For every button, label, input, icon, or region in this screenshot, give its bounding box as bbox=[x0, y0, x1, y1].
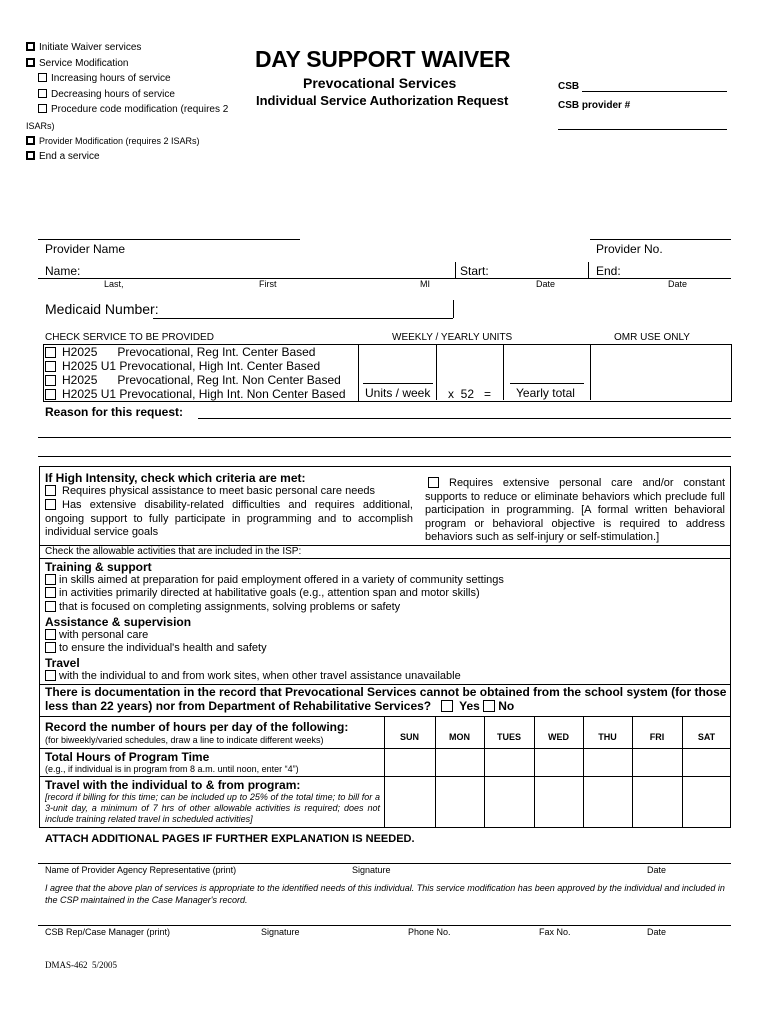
end-service-checkbox[interactable] bbox=[26, 151, 35, 160]
provider-rep-signature-line[interactable] bbox=[38, 863, 731, 864]
date-label-2: Date bbox=[647, 927, 667, 937]
csb-rep-label: CSB Rep/Case Manager (print) bbox=[45, 927, 171, 937]
end-date-sublabel: Date bbox=[668, 279, 688, 289]
criteria-1-checkbox[interactable] bbox=[45, 485, 56, 496]
service-option-2[interactable]: H2025 U1 Prevocational, High Int. Center Based bbox=[45, 359, 320, 373]
option-increasing: Increasing hours of service bbox=[38, 73, 171, 84]
fax-label: Fax No. bbox=[539, 927, 571, 937]
phone-label: Phone No. bbox=[408, 927, 451, 937]
travel-1-checkbox[interactable] bbox=[45, 670, 56, 681]
yearly-total-label: Yearly total bbox=[516, 386, 575, 400]
assist-item-2[interactable]: to ensure the individual's health and safety bbox=[45, 642, 267, 654]
form-subtitle-1: Prevocational Services bbox=[303, 75, 457, 91]
training-item-3[interactable]: that is focused on completing assignments, solving problems or safety bbox=[45, 601, 400, 613]
allowable-activities-label: Check the allowable activities that are included in the ISP: bbox=[45, 546, 302, 557]
day-header-fri: FRI bbox=[649, 732, 665, 742]
total-hours-note: (e.g., if individual is in program from 8 a.m. until noon, enter “4”) bbox=[45, 764, 299, 774]
provider-name-label: Provider Name bbox=[45, 242, 126, 256]
provider-no-label: Provider No. bbox=[596, 242, 663, 256]
service-option-3[interactable]: H2025 Prevocational, Reg Int. Non Center Based bbox=[45, 373, 341, 387]
assist-item-1[interactable]: with personal care bbox=[45, 629, 148, 641]
start-date-sublabel: Date bbox=[536, 279, 556, 289]
day-header-sat: SAT bbox=[697, 732, 716, 742]
medicaid-field[interactable] bbox=[153, 318, 453, 319]
travel-hours-note: [record if billing for this time; can be included up to 25% of the total time; to bill for a 3-unit day, a minimum of 7 hrs of other allowable activities is required; does not include training related travel in scheduled activities] bbox=[45, 792, 380, 824]
option-service-modification: Service Modification bbox=[26, 58, 128, 69]
criteria-1[interactable]: Requires physical assistance to meet basic personal care needs bbox=[45, 485, 410, 497]
high-intensity-title: If High Intensity, check which criteria are met: bbox=[45, 471, 306, 485]
total-hours-title: Total Hours of Program Time bbox=[45, 750, 210, 764]
travel-title: Travel bbox=[45, 656, 80, 670]
provider-rep-name-label: Name of Provider Agency Representative (print) bbox=[45, 865, 237, 875]
reason-field-3[interactable] bbox=[38, 456, 731, 457]
provider-no-field[interactable] bbox=[590, 239, 731, 240]
day-header-tues: TUES bbox=[496, 732, 521, 742]
reason-field-1[interactable] bbox=[198, 418, 731, 419]
initiate-checkbox[interactable] bbox=[26, 42, 35, 51]
increasing-checkbox[interactable] bbox=[38, 73, 47, 82]
procedure-checkbox[interactable] bbox=[38, 104, 47, 113]
service-1-checkbox[interactable] bbox=[45, 347, 56, 358]
form-id: DMAS-462 5/2005 bbox=[45, 960, 118, 970]
option-procedure-cont: ISARs) bbox=[26, 121, 55, 131]
service-4-checkbox[interactable] bbox=[45, 389, 56, 400]
provider-mod-checkbox[interactable] bbox=[26, 136, 35, 145]
reason-field-2[interactable] bbox=[38, 437, 731, 438]
training-item-2[interactable]: in activities primarily directed at habilitative goals (e.g., attention span and motor skills) bbox=[45, 587, 480, 599]
end-label: End: bbox=[596, 264, 621, 278]
decreasing-checkbox[interactable] bbox=[38, 89, 47, 98]
day-header-mon: MON bbox=[449, 732, 470, 742]
service-2-checkbox[interactable] bbox=[45, 361, 56, 372]
criteria-3-checkbox[interactable] bbox=[428, 477, 439, 488]
option-initiate: Initiate Waiver services bbox=[26, 42, 141, 53]
signature-label-1: Signature bbox=[352, 865, 391, 875]
csb-provider-field[interactable] bbox=[558, 129, 727, 130]
mi-sublabel: MI bbox=[420, 279, 430, 289]
date-label-1: Date bbox=[647, 865, 667, 875]
travel-hours-title: Travel with the individual to & from program: bbox=[45, 778, 301, 792]
service-mod-checkbox[interactable] bbox=[26, 58, 35, 67]
record-hours-title: Record the number of hours per day of the following: bbox=[45, 720, 349, 734]
training-2-checkbox[interactable] bbox=[45, 587, 56, 598]
documentation-yes-checkbox[interactable] bbox=[441, 700, 453, 712]
training-1-checkbox[interactable] bbox=[45, 574, 56, 585]
day-header-thu: THU bbox=[598, 732, 617, 742]
assist-2-checkbox[interactable] bbox=[45, 642, 56, 653]
service-3-checkbox[interactable] bbox=[45, 375, 56, 386]
name-dates-field-line[interactable] bbox=[38, 278, 731, 279]
medicaid-label: Medicaid Number: bbox=[45, 301, 159, 317]
day-header-sun: SUN bbox=[399, 732, 419, 742]
first-sublabel: First bbox=[259, 279, 277, 289]
training-support-title: Training & support bbox=[45, 560, 152, 574]
units-week-field[interactable] bbox=[363, 383, 433, 384]
form-title: DAY SUPPORT WAIVER bbox=[255, 46, 511, 72]
yearly-total-field[interactable] bbox=[510, 383, 584, 384]
csb-field[interactable] bbox=[582, 91, 727, 92]
last-sublabel: Last, bbox=[104, 279, 124, 289]
name-label: Name: bbox=[45, 264, 81, 278]
assist-1-checkbox[interactable] bbox=[45, 629, 56, 640]
weekly-yearly-units-label: WEEKLY / YEARLY UNITS bbox=[392, 332, 513, 343]
service-option-1[interactable]: H2025 Prevocational, Reg Int. Center Based bbox=[45, 345, 315, 359]
csb-provider-label: CSB provider # bbox=[558, 100, 631, 111]
agreement-statement: I agree that the above plan of services is appropriate to the identified needs of this individual. This service modification has been approved by the individual and included in the CSP maintained in the Case Manager's record. bbox=[45, 883, 725, 905]
record-hours-note: (for biweekly/varied schedules, draw a line to indicate different weeks) bbox=[45, 735, 324, 745]
reason-label: Reason for this request: bbox=[45, 405, 184, 419]
units-week-label: Units / week bbox=[365, 386, 431, 400]
option-end-service: End a service bbox=[26, 151, 100, 162]
attach-pages-notice: ATTACH ADDITIONAL PAGES IF FURTHER EXPLANATION IS NEEDED. bbox=[45, 833, 415, 845]
service-option-4[interactable]: H2025 U1 Prevocational, High Int. Non Center Based bbox=[45, 387, 346, 401]
start-label: Start: bbox=[460, 264, 489, 278]
csb-rep-signature-line[interactable] bbox=[38, 925, 731, 926]
documentation-question: There is documentation in the record that Prevocational Services cannot be obtained from the school system (for those less than 22 years) nor from Department of Rehabilitative Services? Yes No bbox=[45, 685, 727, 713]
documentation-no-checkbox[interactable] bbox=[483, 700, 495, 712]
option-decreasing: Decreasing hours of service bbox=[38, 89, 175, 100]
criteria-3[interactable]: Requires extensive personal care and/or constant supports to reduce or eliminate behaviors which preclude full participation in programming. [A formal written behavioral program or behavioral objective is required to address behaviors such as self-injury or self-stimulation.] bbox=[425, 477, 725, 543]
day-header-wed: WED bbox=[548, 732, 569, 742]
form-subtitle-2: Individual Service Authorization Request bbox=[256, 93, 509, 108]
training-3-checkbox[interactable] bbox=[45, 601, 56, 612]
training-item-1[interactable]: in skills aimed at preparation for paid employment offered in a variety of community settings bbox=[45, 574, 504, 586]
assistance-supervision-title: Assistance & supervision bbox=[45, 615, 192, 629]
omr-use-only-label: OMR USE ONLY bbox=[614, 332, 690, 343]
travel-item-1[interactable]: with the individual to and from work sites, when other travel assistance unavailable bbox=[45, 670, 461, 682]
provider-name-field[interactable] bbox=[38, 239, 300, 240]
check-service-label: CHECK SERVICE TO BE PROVIDED bbox=[45, 332, 214, 343]
option-procedure: Procedure code modification (requires 2 bbox=[38, 104, 228, 115]
times-52-label: x 52 = bbox=[448, 387, 492, 401]
signature-label-2: Signature bbox=[261, 927, 300, 937]
csb-label: CSB bbox=[558, 81, 580, 92]
criteria-2[interactable]: Has extensive disability-related difficulties and requires additional, ongoing support to fully participate in programming and to accomplish individual service goals bbox=[45, 499, 413, 538]
option-provider-modification: Provider Modification (requires 2 ISARs) bbox=[26, 136, 200, 146]
criteria-2-checkbox[interactable] bbox=[45, 499, 56, 510]
